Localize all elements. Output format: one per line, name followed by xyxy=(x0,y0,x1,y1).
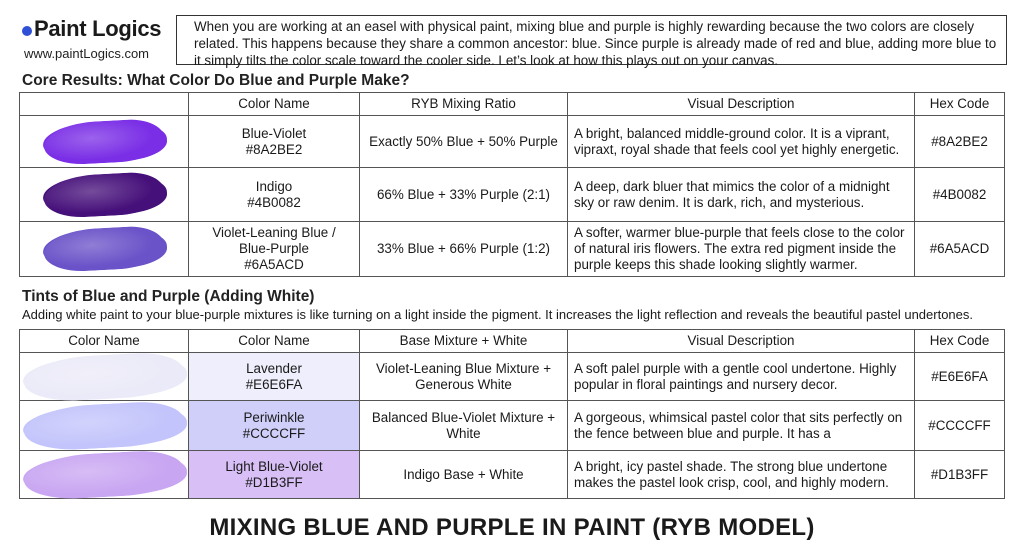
column-header: Color Name xyxy=(189,93,360,116)
paint-swatch xyxy=(23,448,185,500)
tints-description: Adding white paint to your blue-purple mixtures is like turning on a light inside the pigment. It increases the light reflection and reveals the beautiful pastel undertones. xyxy=(22,307,973,322)
description-cell: A deep, dark bluer that mimics the color of a midnight sky or raw denim. It is dark, rich, and mysterious. xyxy=(568,168,915,222)
column-header: Base Mixture + White xyxy=(360,330,568,353)
color-name-cell xyxy=(189,451,360,499)
column-header: Hex Code xyxy=(915,93,1005,116)
swatch-cell xyxy=(20,401,189,451)
column-header: Color Name xyxy=(189,330,360,353)
base-mixture-cell: Balanced Blue-Violet Mixture + White xyxy=(360,401,568,451)
logo-url[interactable]: www.paintLogics.com xyxy=(24,46,149,61)
color-name: Blue-Purple xyxy=(239,241,309,256)
table-row xyxy=(20,451,1005,499)
column-header: Visual Description xyxy=(568,93,915,116)
table-row xyxy=(20,222,1005,277)
hex-cell: #D1B3FF xyxy=(915,451,1005,499)
swatch-cell xyxy=(20,353,189,401)
hex-cell: #6A5ACD xyxy=(915,222,1005,277)
logo-icon xyxy=(22,26,32,36)
column-header xyxy=(20,93,189,116)
page-title: MIXING BLUE AND PURPLE IN PAINT (RYB MODEL) xyxy=(209,514,815,541)
logo xyxy=(22,16,192,61)
color-name-cell xyxy=(189,353,360,401)
color-name-cell xyxy=(189,168,360,222)
core-results-title: Core Results: What Color Do Blue and Purple Make? xyxy=(22,72,410,89)
paint-swatch xyxy=(23,399,185,451)
color-name: Blue-Violet xyxy=(241,125,307,141)
hex-cell: #CCCCFF xyxy=(915,401,1005,451)
color-hex-label: #4B0082 xyxy=(247,194,301,210)
color-name-cell xyxy=(189,401,360,451)
logo-title: Paint Logics xyxy=(34,16,162,41)
paint-swatch xyxy=(43,225,165,273)
column-header: Color Name xyxy=(20,330,189,353)
paint-swatch xyxy=(23,350,185,402)
description-cell: A soft palel purple with a gentle cool undertone. Highly popular in floral paintings and nursery decor. xyxy=(568,353,915,401)
table-row xyxy=(20,168,1005,222)
color-name: Indigo xyxy=(255,178,293,194)
swatch-cell xyxy=(20,451,189,499)
description-cell: A gorgeous, whimsical pastel color that sits perfectly on the fence between blue and purple. It has a xyxy=(568,401,915,451)
description-cell: A bright, icy pastel shade. The strong blue undertone makes the pastel look crisp, cool, and highly modern. xyxy=(568,451,915,499)
intro-paragraph: When you are working at an easel with physical paint, mixing blue and purple is highly rewarding because the two colors are closely related. This happens because they share a common ancestor: blue. Since purple is already made of red and blue, adding more blue to it simply tilts the color scale toward the cooler side. Let’s look at how this plays out on your canvas. xyxy=(176,15,1007,65)
color-hex-label: #D1B3FF xyxy=(245,474,303,490)
table-row xyxy=(20,401,1005,451)
table-row xyxy=(20,116,1005,168)
base-mixture-cell: Violet-Leaning Blue Mixture + Generous White xyxy=(360,353,568,401)
core-results-table xyxy=(19,92,1005,277)
paint-swatch xyxy=(43,170,165,218)
color-name: Lavender xyxy=(246,360,302,376)
base-mixture-cell: Indigo Base + White xyxy=(360,451,568,499)
ratio-cell: 33% Blue + 66% Purple (1:2) xyxy=(360,222,568,277)
ratio-cell: 66% Blue + 33% Purple (2:1) xyxy=(360,168,568,222)
column-header: Hex Code xyxy=(915,330,1005,353)
table-header-row xyxy=(20,330,1005,353)
color-name-cell xyxy=(189,116,360,168)
paint-swatch xyxy=(43,117,165,165)
swatch-cell xyxy=(20,222,189,277)
tints-table xyxy=(19,329,1005,499)
hex-cell: #E6E6FA xyxy=(915,353,1005,401)
description-cell: A bright, balanced middle-ground color. It is a viprant, vipraxt, royal shade that feels cool yet highly energetic. xyxy=(568,116,915,168)
color-hex-label: #CCCCFF xyxy=(242,425,306,441)
color-name: Light Blue-Violet xyxy=(225,458,323,474)
hex-cell: #8A2BE2 xyxy=(915,116,1005,168)
color-name-cell xyxy=(189,222,360,277)
description-cell: A softer, warmer blue-purple that feels close to the color of natural iris flowers. The extra red pigment inside the purple keeps this shade looking slightly warmer. xyxy=(568,222,915,277)
color-name: Violet-Leaning Blue / xyxy=(212,225,336,240)
tints-title: Tints of Blue and Purple (Adding White) xyxy=(22,288,315,305)
color-hex-label: #E6E6FA xyxy=(245,376,303,392)
table-row xyxy=(20,353,1005,401)
hex-cell: #4B0082 xyxy=(915,168,1005,222)
color-hex-label: #8A2BE2 xyxy=(245,141,303,157)
column-header: Visual Description xyxy=(568,330,915,353)
swatch-cell xyxy=(20,116,189,168)
color-name: Periwinkle xyxy=(243,409,305,425)
column-header: RYB Mixing Ratio xyxy=(360,93,568,116)
swatch-cell xyxy=(20,168,189,222)
table-header-row xyxy=(20,93,1005,116)
ratio-cell: Exactly 50% Blue + 50% Purple xyxy=(360,116,568,168)
color-hex-label: #6A5ACD xyxy=(244,257,304,272)
